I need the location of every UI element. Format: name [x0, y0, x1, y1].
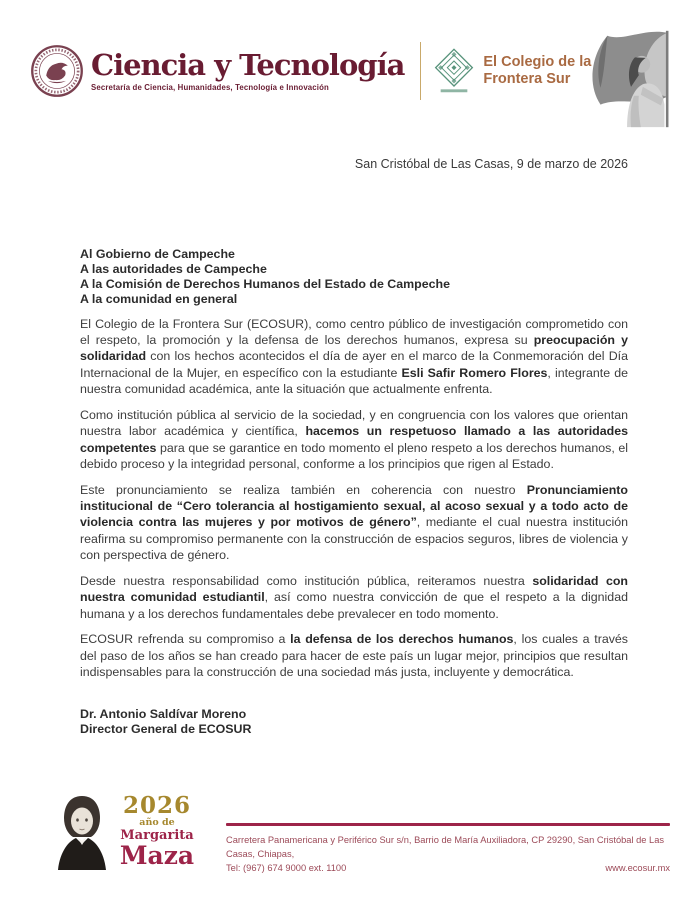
signature-block [80, 707, 628, 738]
body-paragraph: Como institución pública al servicio de la sociedad, y en congruencia con los valores que orientan nuestra labor académica y científica, hacemos un respetuoso llamado a las autoridades competentes para que se garantice en todo momento el pleno respeto a los derechos humanos, el debido proceso y la integridad personal, conforme a los principios que rigen al Estado. [80, 407, 628, 471]
signature-title: Director General de ECOSUR [80, 722, 252, 737]
year-line-margarita: Margarita [120, 828, 194, 844]
gov-text [91, 47, 405, 92]
footer-website: www.ecosur.mx [605, 862, 670, 873]
body-paragraph: El Colegio de la Frontera Sur (ECOSUR), como centro público de investigación comprometido con el respeto, la promoción y la defensa de los derechos humanos, expresa su preocupación y solidaridad con los hechos acontecidos el día de ayer en el marco de la Conmemoración del Día Internacional de la Mujer, en específico con la estudiante Esli Safir Romero Flores, integrante de nuestra comunidad académica, ante la situación que actualmente enfrenta. [80, 316, 628, 396]
footer-phone: Tel: (967) 674 9000 ext. 1100 [226, 862, 347, 873]
addressee-line: A la Comisión de Derechos Humanos del Estado de Campeche [80, 276, 450, 291]
letter-body [80, 316, 628, 681]
ecosur-logo-icon [434, 47, 474, 95]
ecosur-brand [434, 47, 591, 95]
woman-with-flag-image [572, 26, 690, 132]
addressee-block [80, 247, 628, 307]
date-line: San Cristóbal de Las Casas, 9 de marzo de 2026 [354, 157, 628, 171]
year-number: 2026 [122, 792, 191, 820]
body-paragraph: Desde nuestra responsabilidad como institución pública, reiteramos nuestra solidaridad con nuestra comunidad estudiantil, así como nuestra convicción de que el respeto a la dignidad humana y a los derechos fundamentales debe prevalecer en todo momento. [80, 573, 628, 621]
ecosur-name-line1: El Colegio de la [483, 53, 592, 70]
margarita-maza-portrait [52, 792, 112, 870]
footer-rule [226, 823, 670, 826]
year-text [114, 792, 200, 871]
year-line-maza: Maza [119, 841, 195, 871]
footer [30, 792, 670, 876]
addressee-line: A las autoridades de Campeche [80, 261, 267, 276]
letter-content [80, 247, 628, 738]
gov-title: Ciencia y Tecnología [91, 47, 405, 82]
mexico-seal-icon [30, 44, 84, 98]
footer-contact [226, 792, 670, 876]
footer-address [226, 834, 670, 876]
addressee-line: Al Gobierno de Campeche [80, 247, 235, 261]
footer-address-line2 [226, 862, 670, 876]
year-line-ano: año de [139, 817, 175, 829]
gov-brand [30, 44, 404, 98]
header-divider [420, 42, 421, 100]
ecosur-name-line2: Frontera Sur [483, 71, 571, 87]
footer-address-line1: Carretera Panamericana y Periférico Sur s/n, Barrio de María Auxiliadora, CP 29290, San Cristóbal de Las Casas, Chiapas, [226, 835, 665, 859]
body-paragraph: Este pronunciamiento se realiza también en coherencia con nuestro Pronunciamiento institucional de “Cero tolerancia al hostigamiento sexual, al acoso sexual y a todo acto de violencia contra las mujeres y por motivos de género”, mediante el cual nuestra institución reafirma su compromiso permanente con la construcción de espacios seguros, libres de violencia y con perspectiva de género. [80, 482, 628, 563]
signature-name: Dr. Antonio Saldívar Moreno [80, 706, 247, 721]
addressee-line: A la comunidad en general [80, 291, 238, 306]
year-commemoration-logo [52, 792, 200, 870]
body-paragraph: ECOSUR refrenda su compromiso a la defensa de los derechos humanos, los cuales a través del paso de los años se han creado para hacer de este país un lugar mejor, principios que resultan indispensables para la construcción de una sociedad más justa, incluyente y democrática. [80, 632, 628, 680]
gov-subtitle: Secretaría de Ciencia, Humanidades, Tecnología e Innovación [91, 82, 329, 92]
